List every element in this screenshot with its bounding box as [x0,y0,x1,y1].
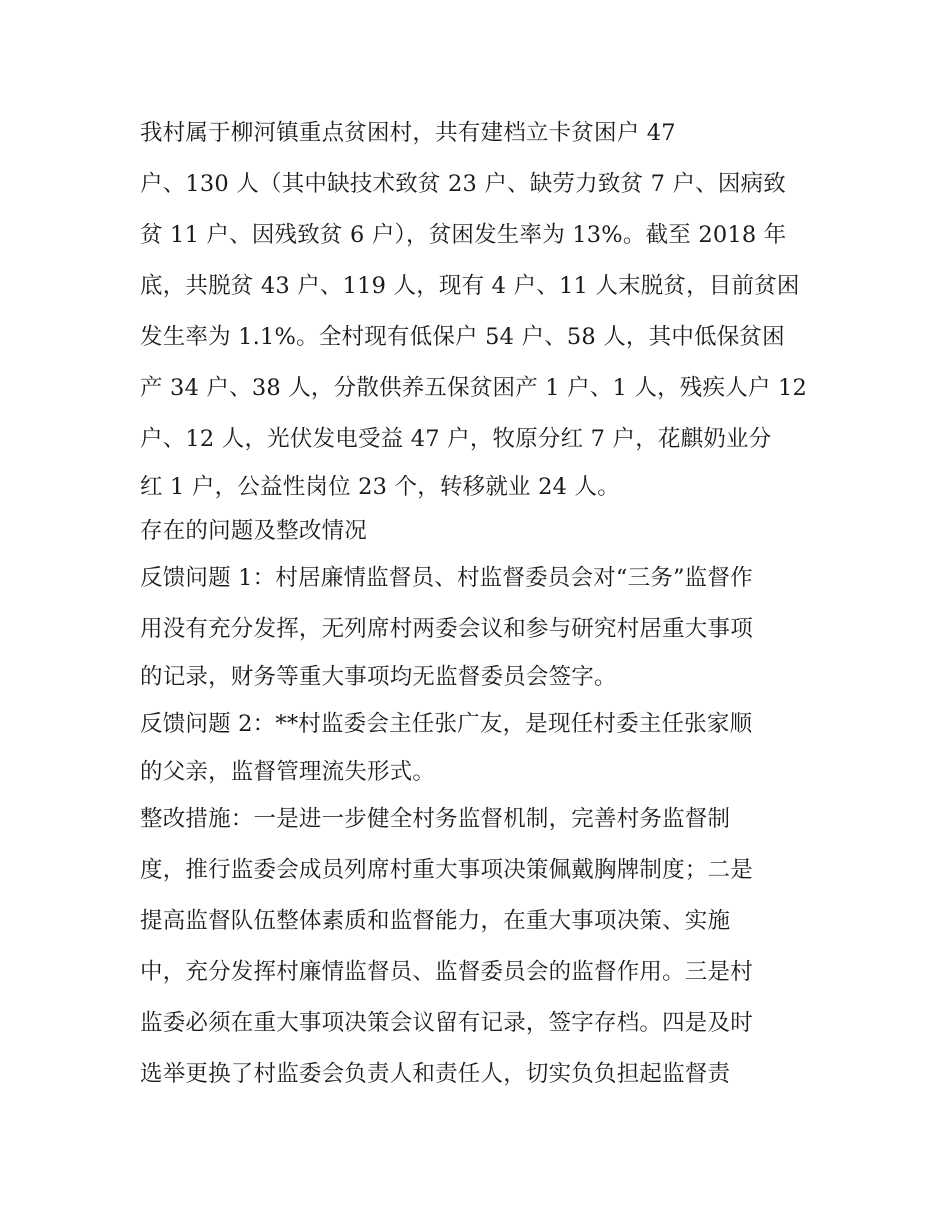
paragraph-line: 用没有充分发挥，无列席村两委会议和参与研究村居重大事项 [140,616,753,642]
paragraph-line: 发生率为 1.1%。全村现有低保户 54 户、58 人，其中低保贫困 [140,324,785,350]
paragraph-line: 监委必须在重大事项决策会议留有记录，签字存档。四是及时 [140,1010,753,1036]
paragraph-line: 反馈问题 1：村居廉情监督员、村监督委员会对“三务”监督作 [140,565,753,591]
paragraph-line: 产 34 户、38 人，分散供养五保贫困产 1 户、1 人，残疾人户 12 [140,375,807,401]
paragraph-line: 红 1 户，公益性岗位 23 个，转移就业 24 人。 [140,474,620,500]
paragraph-line: 整改措施：一是进一步健全村务监督机制，完善村务监督制 [140,806,731,832]
document-body [140,108,820,1100]
paragraph-line: 度，推行监委会成员列席村重大事项决策佩戴胸牌制度；二是 [140,857,753,883]
paragraph-line: 底，共脱贫 43 户、119 人，现有 4 户、11 人末脱贫，目前贫困 [140,273,800,299]
paragraph-line: 提高监督队伍整体素质和监督能力，在重大事项决策、实施 [140,908,731,934]
paragraph-line: 户、130 人（其中缺技术致贫 23 户、缺劳力致贫 7 户、因病致 [140,171,786,197]
paragraph-line: 中，充分发挥村廉情监督员、监督委员会的监督作用。三是村 [140,959,753,985]
paragraph-line: 贫 11 户、因残致贫 6 户），贫困发生率为 13%。截至 2018 年 [140,222,787,248]
paragraph-line: 的父亲，监督管理流失形式。 [140,759,436,785]
paragraph-line: 户、12 人，光伏发电受益 47 户，牧原分红 7 户，花麒奶业分 [140,426,772,452]
paragraph-line: 反馈问题 2：**村监委会主任张广友，是现任村委主任张家顺 [140,711,753,737]
section-heading: 存在的问题及整改情况 [140,518,368,544]
paragraph-line: 我村属于柳河镇重点贫困村，共有建档立卡贫困户 47 [140,120,676,146]
paragraph-line: 的记录，财务等重大事项均无监督委员会签字。 [140,664,617,690]
paragraph-line: 选举更换了村监委会负责人和责任人，切实负负担起监督责 [140,1061,731,1087]
